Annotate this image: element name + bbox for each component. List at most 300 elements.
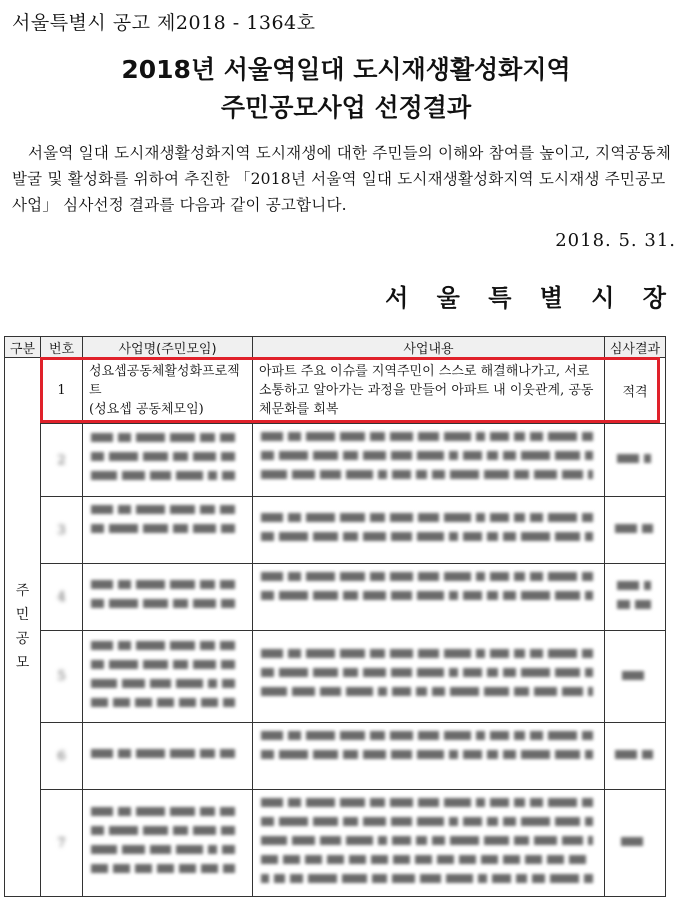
redacted-word: [622, 671, 644, 680]
redacted-word: [562, 836, 583, 845]
redacted-word: [292, 836, 315, 845]
redacted-word: [582, 649, 593, 658]
redacted-word: [343, 750, 358, 759]
redacted-word: [118, 433, 131, 442]
redacted-word: [313, 817, 338, 826]
redacted-word: [370, 731, 385, 740]
redacted-word: [136, 433, 165, 442]
redacted-word: [503, 668, 516, 677]
redacted-text-block: [89, 574, 239, 614]
row-number: 3: [41, 497, 83, 564]
redacted-word: [490, 731, 509, 740]
redacted-word: [450, 470, 479, 479]
redacted-word: [617, 600, 630, 609]
redacted-word: [534, 687, 557, 696]
redacted-word: [449, 750, 458, 759]
redacted-word: [449, 817, 458, 826]
redacted-word: [478, 874, 487, 883]
redacted-project-content: [253, 631, 605, 723]
redacted-word: [420, 874, 441, 883]
redacted-word: [193, 826, 216, 835]
redacted-word: [173, 826, 188, 835]
redacted-word: [584, 874, 593, 883]
redacted-word: [569, 855, 586, 864]
redacted-word: [555, 817, 580, 826]
redacted-word: [143, 452, 168, 461]
redacted-word: [342, 874, 367, 883]
redacted-word: [378, 470, 387, 479]
redacted-word: [449, 591, 458, 600]
redacted-word: [170, 580, 195, 589]
redacted-word: [288, 798, 301, 807]
row-number: 6: [41, 723, 83, 790]
redacted-word: [642, 524, 653, 533]
redacted-word: [279, 591, 308, 600]
redacted-word: [484, 687, 509, 696]
redacted-word: [585, 532, 593, 541]
redacted-word: [91, 452, 104, 461]
redacted-word: [118, 505, 131, 514]
redacted-word: [391, 750, 412, 759]
redacted-word: [391, 668, 412, 677]
redacted-word: [514, 572, 525, 581]
redacted-word: [320, 470, 341, 479]
redacted-word: [450, 687, 479, 696]
redacted-word: [585, 817, 593, 826]
redacted-text-block: [619, 831, 651, 851]
row-number: 7: [41, 790, 83, 897]
redacted-word: [221, 452, 235, 461]
redacted-word: [417, 591, 444, 600]
redacted-word: [193, 599, 216, 608]
redacted-text-block: [259, 643, 597, 705]
redacted-word: [349, 855, 366, 864]
redacted-word: [143, 660, 168, 669]
redacted-word: [170, 749, 195, 758]
redacted-word: [476, 513, 485, 522]
redacted-word: [444, 572, 471, 581]
redacted-word: [615, 524, 637, 533]
redacted-word: [200, 807, 215, 816]
redacted-word: [176, 471, 203, 480]
redacted-word: [340, 513, 365, 522]
redacted-word: [503, 451, 516, 460]
redacted-word: [418, 513, 439, 522]
table-row: [5, 723, 666, 790]
redacted-word: [150, 679, 171, 688]
redacted-word: [490, 432, 509, 441]
redacted-word: [91, 580, 113, 589]
redacted-word: [484, 836, 509, 845]
redacted-word: [261, 668, 274, 677]
redacted-word: [417, 817, 444, 826]
redacted-word: [449, 668, 458, 677]
redacted-word: [363, 750, 386, 759]
redacted-project-content: [253, 564, 605, 631]
redacted-word: [390, 432, 413, 441]
redacted-word: [392, 470, 411, 479]
redacted-word: [306, 432, 335, 441]
redacted-word: [306, 572, 335, 581]
redacted-text-block: [259, 426, 597, 488]
redacted-word: [416, 836, 427, 845]
redacted-project-content: [253, 424, 605, 497]
redacted-word: [418, 432, 439, 441]
redacted-word: [109, 599, 138, 608]
category-char: 민: [15, 607, 30, 623]
redacted-word: [118, 807, 131, 816]
redacted-word: [621, 837, 643, 846]
redacted-word: [346, 687, 373, 696]
redacted-word: [279, 668, 308, 677]
redacted-word: [157, 698, 174, 707]
redacted-word: [340, 731, 365, 740]
redacted-text-block: [615, 448, 655, 468]
redacted-word: [644, 454, 651, 463]
redacted-word: [490, 513, 509, 522]
header-project-name: 사업명(주민모임): [83, 337, 253, 358]
redacted-word: [223, 698, 235, 707]
redacted-project-name: [83, 497, 253, 564]
redacted-word: [320, 836, 341, 845]
redacted-word: [390, 649, 413, 658]
redacted-word: [343, 817, 358, 826]
redacted-word: [582, 513, 593, 522]
redacted-word: [150, 845, 171, 854]
redacted-word: [136, 749, 165, 758]
redacted-word: [585, 668, 593, 677]
redacted-word: [200, 580, 215, 589]
redacted-word: [391, 451, 412, 460]
redacted-word: [222, 471, 235, 480]
redacted-word: [417, 668, 444, 677]
redacted-word: [279, 451, 308, 460]
redacted-project-result: [605, 564, 666, 631]
redacted-word: [562, 470, 583, 479]
redacted-word: [585, 591, 593, 600]
redacted-word: [487, 451, 498, 460]
redacted-word: [109, 524, 138, 533]
redacted-word: [193, 524, 216, 533]
redacted-word: [555, 668, 580, 677]
redacted-word: [492, 874, 511, 883]
redacted-word: [444, 798, 471, 807]
redacted-word: [313, 451, 338, 460]
redacted-word: [503, 750, 516, 759]
redacted-word: [201, 864, 218, 873]
redacted-word: [135, 864, 152, 873]
redacted-word: [487, 817, 498, 826]
redacted-word: [261, 817, 274, 826]
redacted-word: [444, 731, 471, 740]
redacted-text-block: [615, 575, 655, 615]
redacted-word: [208, 679, 217, 688]
redacted-word: [463, 532, 482, 541]
redacted-word: [418, 649, 439, 658]
redacted-word: [547, 855, 564, 864]
redacted-word: [582, 798, 593, 807]
redacted-word: [615, 750, 637, 759]
redacted-word: [582, 432, 593, 441]
redacted-word: [449, 532, 458, 541]
redacted-project-content: [253, 723, 605, 790]
redacted-word: [91, 660, 104, 669]
redacted-word: [514, 513, 525, 522]
redacted-word: [370, 572, 385, 581]
redacted-word: [476, 432, 485, 441]
redacted-word: [370, 432, 385, 441]
header-number: 번호: [41, 337, 83, 358]
redacted-word: [261, 572, 283, 581]
redacted-word: [444, 649, 471, 658]
redacted-word: [343, 591, 358, 600]
header-category: 구분: [5, 337, 41, 358]
redacted-word: [392, 687, 411, 696]
redacted-word: [306, 798, 335, 807]
redacted-word: [487, 532, 498, 541]
redacted-text-block: [259, 792, 597, 888]
redacted-word: [588, 687, 593, 696]
redacted-text-block: [620, 665, 650, 685]
redacted-word: [306, 731, 335, 740]
table-row: [5, 424, 666, 497]
redacted-word: [418, 731, 439, 740]
redacted-word: [221, 826, 235, 835]
redacted-word: [476, 649, 485, 658]
redacted-word: [418, 798, 439, 807]
redacted-word: [416, 687, 427, 696]
redacted-word: [555, 591, 580, 600]
redacted-word: [179, 698, 196, 707]
redacted-word: [91, 505, 113, 514]
redacted-project-result: [605, 790, 666, 897]
redacted-word: [432, 836, 445, 845]
redacted-word: [514, 432, 525, 441]
row-number: 1: [41, 358, 83, 424]
redacted-word: [170, 505, 195, 514]
document-title: 2018년 서울역일대 도시재생활성화지역: [121, 55, 571, 84]
redacted-word: [220, 433, 235, 442]
redacted-word: [530, 798, 543, 807]
redacted-word: [261, 470, 287, 479]
redacted-word: [288, 513, 301, 522]
redacted-word: [503, 817, 516, 826]
redacted-word: [220, 641, 235, 650]
redacted-word: [201, 698, 218, 707]
redacted-word: [530, 513, 543, 522]
redacted-word: [91, 749, 113, 758]
redacted-word: [170, 433, 195, 442]
redacted-word: [200, 433, 215, 442]
redacted-word: [516, 874, 527, 883]
redacted-word: [91, 826, 104, 835]
redacted-word: [118, 749, 131, 758]
redacted-word: [91, 433, 113, 442]
table-row: [5, 631, 666, 723]
redacted-word: [109, 826, 138, 835]
redacted-word: [179, 864, 196, 873]
redacted-word: [91, 599, 104, 608]
redacted-project-name: [83, 631, 253, 723]
redacted-word: [617, 454, 639, 463]
redacted-word: [548, 649, 577, 658]
redacted-word: [555, 532, 580, 541]
redacted-word: [534, 470, 557, 479]
redacted-word: [363, 532, 386, 541]
redacted-word: [346, 836, 373, 845]
redacted-project-result: [605, 497, 666, 564]
redacted-word: [91, 524, 104, 533]
redacted-word: [644, 581, 651, 590]
redacted-word: [343, 532, 358, 541]
redacted-word: [582, 572, 593, 581]
redacted-word: [290, 874, 303, 883]
redacted-word: [340, 432, 365, 441]
redacted-word: [391, 532, 412, 541]
redacted-word: [463, 451, 482, 460]
redacted-word: [261, 855, 278, 864]
redacted-project-result: [605, 424, 666, 497]
redacted-word: [370, 649, 385, 658]
redacted-word: [313, 668, 338, 677]
redacted-word: [91, 471, 117, 480]
redacted-word: [261, 591, 274, 600]
redacted-word: [417, 750, 444, 759]
redacted-word: [193, 452, 216, 461]
redacted-word: [261, 532, 274, 541]
redacted-word: [463, 591, 482, 600]
redacted-word: [476, 731, 485, 740]
redacted-word: [221, 599, 235, 608]
redacted-word: [200, 641, 215, 650]
redacted-word: [200, 749, 215, 758]
category-char: 주: [15, 583, 30, 599]
redacted-word: [150, 471, 171, 480]
category-cell: [5, 358, 41, 897]
announcement-body: 서울역 일대 도시재생활성화지역 도시재생에 대한 주민들의 이해와 참여를 높이고, 지역공동체 발굴 및 활성화를 위하여 추진한 「2018년 서울역 일대 도시재생활성화지역 도시재생 주민공모사업」 심사선정 결과를 다음과 같이 공고합니다.: [12, 144, 672, 214]
redacted-word: [514, 798, 525, 807]
redacted-project-result: [605, 723, 666, 790]
header-result: 심사결과: [605, 337, 666, 358]
redacted-word: [363, 451, 386, 460]
redacted-word: [343, 668, 358, 677]
redacted-word: [378, 836, 387, 845]
redacted-word: [173, 524, 188, 533]
redacted-word: [503, 855, 520, 864]
category-char: 공: [15, 631, 30, 647]
redacted-word: [91, 864, 108, 873]
table-row: [5, 790, 666, 897]
redacted-word: [274, 874, 285, 883]
redacted-word: [521, 817, 550, 826]
redacted-word: [136, 641, 165, 650]
redacted-word: [320, 687, 341, 696]
redacted-word: [193, 660, 216, 669]
redacted-word: [525, 855, 542, 864]
redacted-word: [418, 572, 439, 581]
redacted-word: [585, 451, 593, 460]
header-content: 사업내용: [253, 337, 605, 358]
redacted-word: [222, 679, 235, 688]
redacted-word: [261, 836, 287, 845]
redacted-word: [261, 750, 274, 759]
redacted-word: [305, 855, 322, 864]
redacted-word: [417, 451, 444, 460]
redacted-word: [135, 698, 152, 707]
redacted-word: [459, 855, 476, 864]
redacted-word: [446, 874, 473, 883]
redacted-word: [562, 687, 583, 696]
redacted-word: [476, 798, 485, 807]
redacted-word: [200, 505, 215, 514]
redacted-word: [91, 698, 108, 707]
redacted-word: [548, 798, 577, 807]
redacted-word: [390, 572, 413, 581]
redacted-word: [220, 505, 235, 514]
redacted-word: [588, 470, 593, 479]
redacted-project-result: [605, 631, 666, 723]
redacted-word: [143, 599, 168, 608]
row-number: 5: [41, 631, 83, 723]
redacted-word: [444, 432, 471, 441]
issuer-name: 서 울 특 별 시 장: [385, 283, 676, 312]
redacted-word: [390, 731, 413, 740]
redacted-word: [487, 668, 498, 677]
redacted-word: [288, 432, 301, 441]
redacted-word: [514, 687, 529, 696]
redacted-word: [490, 798, 509, 807]
redacted-word: [548, 513, 577, 522]
redacted-word: [514, 836, 529, 845]
redacted-word: [176, 679, 203, 688]
redacted-word: [208, 471, 217, 480]
redacted-text-block: [89, 427, 239, 487]
redacted-word: [220, 807, 235, 816]
redacted-word: [370, 798, 385, 807]
category-char: 모: [15, 655, 30, 671]
redacted-word: [220, 749, 235, 758]
table-row: [5, 564, 666, 631]
redacted-word: [548, 731, 577, 740]
redacted-text-block: [259, 566, 597, 622]
redacted-text-block: [259, 507, 597, 547]
redacted-word: [463, 817, 482, 826]
redacted-word: [432, 470, 445, 479]
redacted-word: [370, 513, 385, 522]
redacted-word: [279, 750, 308, 759]
redacted-word: [530, 649, 543, 658]
redacted-word: [555, 451, 580, 460]
redacted-word: [220, 580, 235, 589]
redacted-word: [555, 750, 580, 759]
redacted-word: [221, 524, 235, 533]
redacted-word: [136, 580, 165, 589]
redacted-word: [372, 874, 387, 883]
redacted-word: [122, 471, 145, 480]
redacted-word: [481, 855, 498, 864]
redacted-word: [170, 807, 195, 816]
redacted-word: [308, 874, 337, 883]
redacted-word: [136, 505, 165, 514]
redacted-word: [521, 750, 550, 759]
redacted-text-block: [613, 744, 657, 764]
redacted-word: [113, 698, 130, 707]
redacted-word: [417, 532, 444, 541]
redacted-word: [463, 750, 482, 759]
table-header-row: [5, 337, 666, 358]
redacted-word: [484, 470, 509, 479]
redacted-word: [391, 817, 412, 826]
